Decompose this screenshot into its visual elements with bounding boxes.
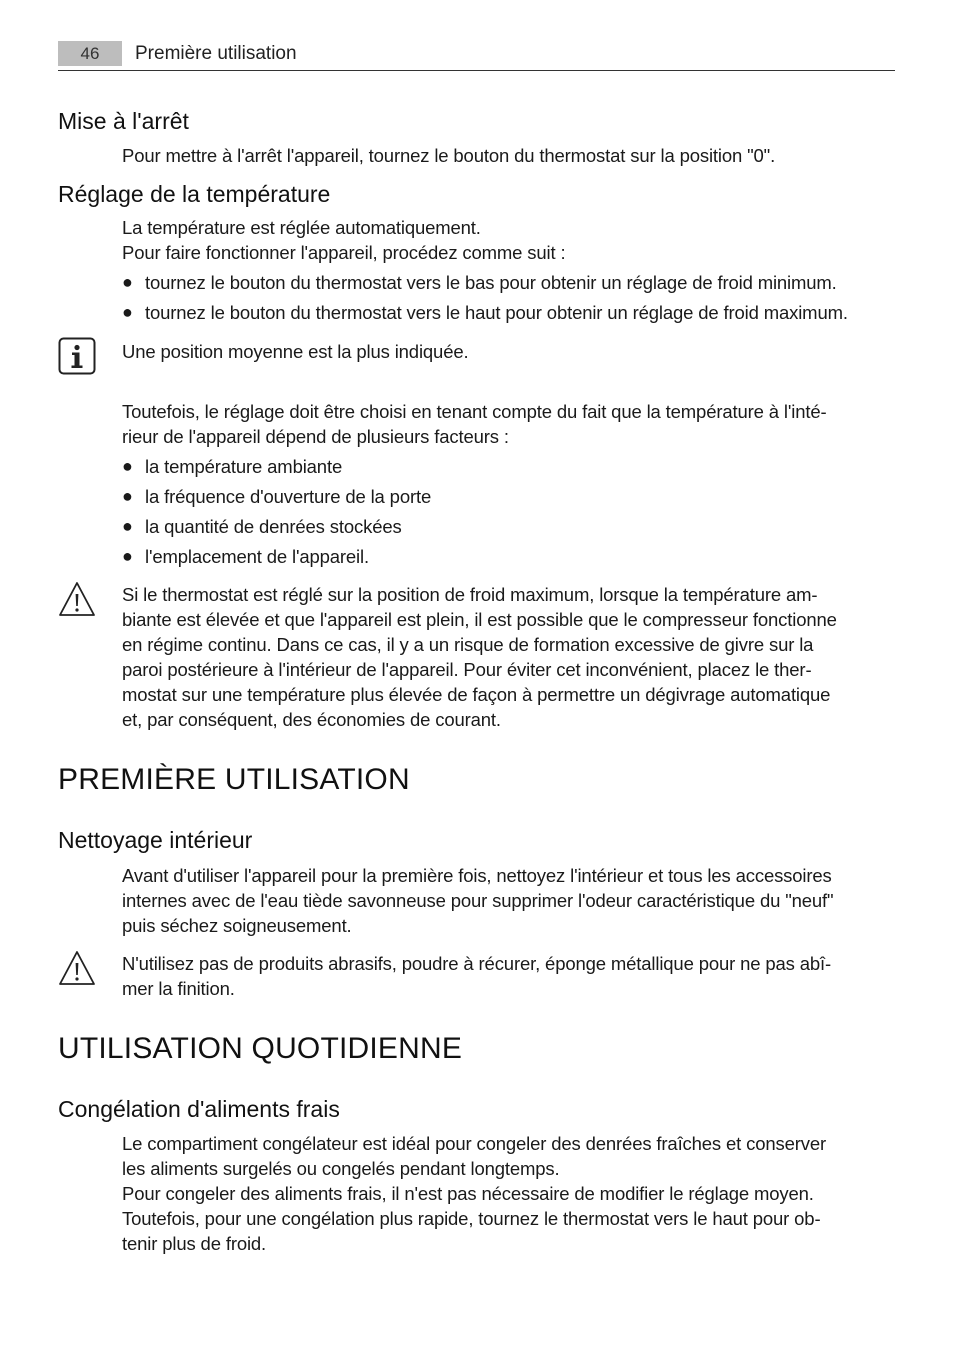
section-heading-reglage: Réglage de la température	[58, 181, 331, 207]
paragraph-line: les aliments surgelés ou congelés pendant longtemps.	[122, 1158, 560, 1179]
list-item-text: la fréquence d'ouverture de la porte	[145, 486, 432, 507]
warning-text-line: Si le thermostat est réglé sur la position de froid maximum, lorsque la température am-	[122, 584, 818, 605]
paragraph-line: Toutefois, pour une congélation plus rapide, tournez le thermostat vers le haut pour ob-	[122, 1208, 821, 1229]
section-heading-mise-arret: Mise à l'arrêt	[58, 108, 189, 134]
list-item-text: la température ambiante	[145, 456, 343, 477]
paragraph-line: internes avec de l'eau tiède savonneuse pour supprimer l'odeur caractéristique du "neuf"	[122, 890, 834, 911]
info-note-text: Une position moyenne est la plus indiquée.	[122, 341, 469, 362]
bullet-icon: ●	[122, 516, 133, 536]
list-item-text: l'emplacement de l'appareil.	[145, 546, 369, 567]
paragraph-line: Toutefois, le réglage doit être choisi en tenant compte du fait que la température à l'inté-	[122, 401, 827, 422]
warning-text-line: en régime continu. Dans ce cas, il y a un risque de formation excessive de givre sur la	[122, 634, 814, 655]
running-header: Première utilisation	[135, 43, 297, 64]
chapter-heading-premiere: PREMIÈRE UTILISATION	[58, 763, 410, 796]
warning-icon	[58, 580, 96, 618]
section-heading-congelation: Congélation d'aliments frais	[58, 1096, 340, 1122]
warning-text-line: biante est élevée et que l'appareil est plein, il est possible que le compresseur fonctionne	[122, 609, 837, 630]
warning-text-line: mer la finition.	[122, 978, 235, 999]
paragraph-line: Avant d'utiliser l'appareil pour la première fois, nettoyez l'intérieur et tous les accessoires	[122, 865, 832, 886]
list-item-text: tournez le bouton du thermostat vers le bas pour obtenir un réglage de froid minimum.	[145, 272, 837, 293]
list-item-text: la quantité de denrées stockées	[145, 516, 402, 537]
bullet-icon: ●	[122, 546, 133, 566]
section-heading-nettoyage: Nettoyage intérieur	[58, 827, 253, 853]
list-item-text: tournez le bouton du thermostat vers le haut pour obtenir un réglage de froid maximum.	[145, 302, 848, 323]
page-number: 46	[58, 41, 122, 66]
info-icon	[58, 337, 96, 375]
bullet-icon: ●	[122, 456, 133, 476]
paragraph: Pour mettre à l'arrêt l'appareil, tournez le bouton du thermostat sur la position "0".	[122, 145, 776, 166]
bullet-icon: ●	[122, 272, 133, 292]
paragraph-line: Pour congeler des aliments frais, il n'est pas nécessaire de modifier le réglage moyen.	[122, 1183, 814, 1204]
paragraph-line: rieur de l'appareil dépend de plusieurs facteurs :	[122, 426, 509, 447]
warning-text-line: et, par conséquent, des économies de courant.	[122, 709, 501, 730]
warning-text-line: mostat sur une température plus élevée de façon à permettre un dégivrage automatique	[122, 684, 831, 705]
paragraph-line: Le compartiment congélateur est idéal pour congeler des denrées fraîches et conserver	[122, 1133, 827, 1154]
warning-icon	[58, 949, 96, 987]
header-divider	[58, 70, 895, 71]
bullet-icon: ●	[122, 486, 133, 506]
paragraph-line: La température est réglée automatiquement.	[122, 217, 481, 238]
bullet-icon: ●	[122, 302, 133, 322]
paragraph-line: puis séchez soigneusement.	[122, 915, 352, 936]
warning-text-line: N'utilisez pas de produits abrasifs, poudre à récurer, éponge métallique pour ne pas abî-	[122, 953, 832, 974]
chapter-heading-quotidienne: UTILISATION QUOTIDIENNE	[58, 1032, 463, 1065]
warning-text-line: paroi postérieure à l'intérieur de l'appareil. Pour éviter cet inconvénient, placez le ther-	[122, 659, 812, 680]
paragraph-line: Pour faire fonctionner l'appareil, procédez comme suit :	[122, 242, 566, 263]
paragraph-line: tenir plus de froid.	[122, 1233, 267, 1254]
